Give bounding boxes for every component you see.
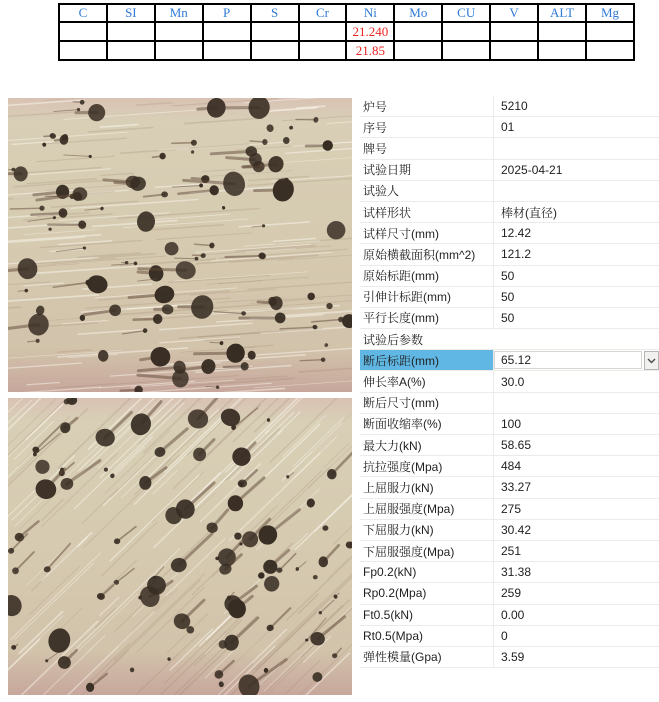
element-column-header: Cr xyxy=(299,4,347,22)
composition-cell[interactable] xyxy=(490,41,538,60)
result-row xyxy=(360,435,659,456)
composition-data-row xyxy=(59,41,634,60)
result-row-value[interactable]: 121.2 xyxy=(501,247,532,262)
result-row-label: 抗拉强度(Mpa) xyxy=(360,456,494,476)
composition-cell[interactable] xyxy=(107,41,155,60)
result-row-value[interactable]: 30.42 xyxy=(501,522,532,537)
result-row xyxy=(360,287,659,308)
result-row-label: 断后尺寸(mm) xyxy=(360,393,494,413)
element-column-header: P xyxy=(203,4,251,22)
result-row-value[interactable]: 01 xyxy=(501,120,515,135)
composition-cell[interactable] xyxy=(299,22,347,41)
composition-cell[interactable] xyxy=(155,22,203,41)
result-row-label: 试验后参数 xyxy=(363,332,424,347)
result-row xyxy=(360,160,659,181)
result-row-label: Rt0.5(Mpa) xyxy=(360,626,494,646)
result-row xyxy=(360,244,659,265)
composition-cell[interactable] xyxy=(538,22,586,41)
micrograph-image-2 xyxy=(8,398,352,695)
composition-cell[interactable] xyxy=(490,22,538,41)
composition-cell[interactable] xyxy=(59,22,107,41)
result-row-value[interactable]: 31.38 xyxy=(501,565,532,580)
result-row-value[interactable]: 3.59 xyxy=(501,649,525,664)
result-row-value[interactable]: 65.12 xyxy=(494,351,642,369)
element-column-header: Mg xyxy=(586,4,634,22)
result-row-label: 原始横截面积(mm^2) xyxy=(360,244,494,264)
result-row-value[interactable] xyxy=(494,393,659,413)
element-column-header: Mn xyxy=(155,4,203,22)
result-row xyxy=(360,96,659,117)
element-column-header: S xyxy=(251,4,299,22)
composition-cell[interactable]: 21.240 xyxy=(346,22,394,41)
result-row-value[interactable]: 12.42 xyxy=(501,226,532,241)
micrograph-image-1 xyxy=(8,98,352,392)
result-row-value[interactable]: 33.27 xyxy=(501,480,532,495)
result-row xyxy=(360,138,659,159)
element-column-header: V xyxy=(490,4,538,22)
result-row xyxy=(360,371,659,392)
composition-header-row xyxy=(59,4,634,22)
result-row-label: 伸长率A(%) xyxy=(360,371,494,391)
composition-cell[interactable] xyxy=(203,41,251,60)
result-row-value[interactable]: 50 xyxy=(501,310,515,325)
result-row xyxy=(360,583,659,604)
composition-cell[interactable] xyxy=(251,41,299,60)
result-row-label: 下屈服力(kN) xyxy=(360,520,494,540)
result-row-value[interactable]: 30.0 xyxy=(501,374,525,389)
result-row-label: Ft0.5(kN) xyxy=(360,605,494,625)
result-row xyxy=(360,117,659,138)
result-row xyxy=(360,626,659,647)
result-row-value[interactable]: 2025-04-21 xyxy=(501,162,563,177)
result-row xyxy=(360,202,659,223)
result-row xyxy=(360,308,659,329)
result-row-label: 最大力(kN) xyxy=(360,435,494,455)
result-row-label: 上屈服强度(Mpa) xyxy=(360,499,494,519)
element-column-header: CU xyxy=(442,4,490,22)
result-row-label: 试样尺寸(mm) xyxy=(360,223,494,243)
result-row-label: 牌号 xyxy=(360,138,494,158)
result-row-value[interactable] xyxy=(494,181,659,201)
result-row-label: 断面收缩率(%) xyxy=(360,414,494,434)
result-row xyxy=(360,181,659,202)
result-row xyxy=(360,223,659,244)
result-row xyxy=(360,456,659,477)
result-row-label: Fp0.2(kN) xyxy=(360,562,494,582)
composition-table xyxy=(58,3,635,61)
composition-cell[interactable] xyxy=(586,41,634,60)
result-row-label: 弹性模量(Gpa) xyxy=(360,647,494,667)
result-row-label: 序号 xyxy=(360,117,494,137)
result-row-value[interactable] xyxy=(494,138,659,158)
result-row xyxy=(360,562,659,583)
composition-cell[interactable] xyxy=(442,41,490,60)
composition-cell[interactable] xyxy=(394,41,442,60)
value-dropdown-button[interactable] xyxy=(644,351,659,370)
result-row xyxy=(360,520,659,541)
composition-cell[interactable] xyxy=(299,41,347,60)
result-row-value[interactable]: 50 xyxy=(501,268,515,283)
element-column-header: Ni xyxy=(346,4,394,22)
result-row-label: 炉号 xyxy=(360,96,494,116)
result-row-label: 下屈服强度(Mpa) xyxy=(360,541,494,561)
result-row-label: 上屈服力(kN) xyxy=(360,477,494,497)
composition-cell[interactable] xyxy=(586,22,634,41)
result-row-label: 试验日期 xyxy=(360,160,494,180)
result-row xyxy=(360,499,659,520)
result-row xyxy=(360,541,659,562)
composition-cell[interactable] xyxy=(59,41,107,60)
result-row xyxy=(360,647,659,668)
element-column-header: ALT xyxy=(538,4,586,22)
composition-cell[interactable]: 21.85 xyxy=(346,41,394,60)
result-row xyxy=(360,329,659,350)
composition-cell[interactable] xyxy=(394,22,442,41)
element-column-header: Mo xyxy=(394,4,442,22)
composition-cell[interactable] xyxy=(251,22,299,41)
result-row-value[interactable]: 0.00 xyxy=(501,607,525,622)
composition-cell[interactable] xyxy=(442,22,490,41)
result-row xyxy=(360,477,659,498)
result-row xyxy=(360,414,659,435)
element-column-header: SI xyxy=(107,4,155,22)
test-results-grid xyxy=(360,96,659,668)
result-row-label: 原始标距(mm) xyxy=(360,266,494,286)
result-row-value[interactable]: 100 xyxy=(501,416,522,431)
result-row xyxy=(360,605,659,626)
result-row-value[interactable]: 484 xyxy=(501,459,522,474)
result-row xyxy=(360,393,659,414)
result-row xyxy=(360,266,659,287)
composition-cell[interactable] xyxy=(538,41,586,60)
result-row-label: 断后标距(mm) xyxy=(360,350,494,370)
result-row xyxy=(360,350,659,371)
chevron-down-icon xyxy=(647,358,656,364)
element-column-header: C xyxy=(59,4,107,22)
composition-cell[interactable] xyxy=(107,22,155,41)
result-row-value[interactable]: 275 xyxy=(501,501,522,516)
result-row-label: 试样形状 xyxy=(360,202,494,222)
result-row-value[interactable]: 50 xyxy=(501,289,515,304)
composition-data-row xyxy=(59,22,634,41)
result-row-label: 试验人 xyxy=(360,181,494,201)
result-row-value[interactable]: 259 xyxy=(501,586,522,601)
result-row-value[interactable]: 251 xyxy=(501,544,522,559)
result-row-label: 平行长度(mm) xyxy=(360,308,494,328)
composition-cell[interactable] xyxy=(203,22,251,41)
result-row-label: 引伸计标距(mm) xyxy=(360,287,494,307)
result-row-value[interactable]: 58.65 xyxy=(501,438,532,453)
result-row-value[interactable]: 5210 xyxy=(501,99,528,114)
result-row-value[interactable]: 棒材(直径) xyxy=(501,205,557,220)
result-row-value[interactable]: 0 xyxy=(501,628,508,643)
result-row-label: Rp0.2(Mpa) xyxy=(360,583,494,603)
composition-cell[interactable] xyxy=(155,41,203,60)
